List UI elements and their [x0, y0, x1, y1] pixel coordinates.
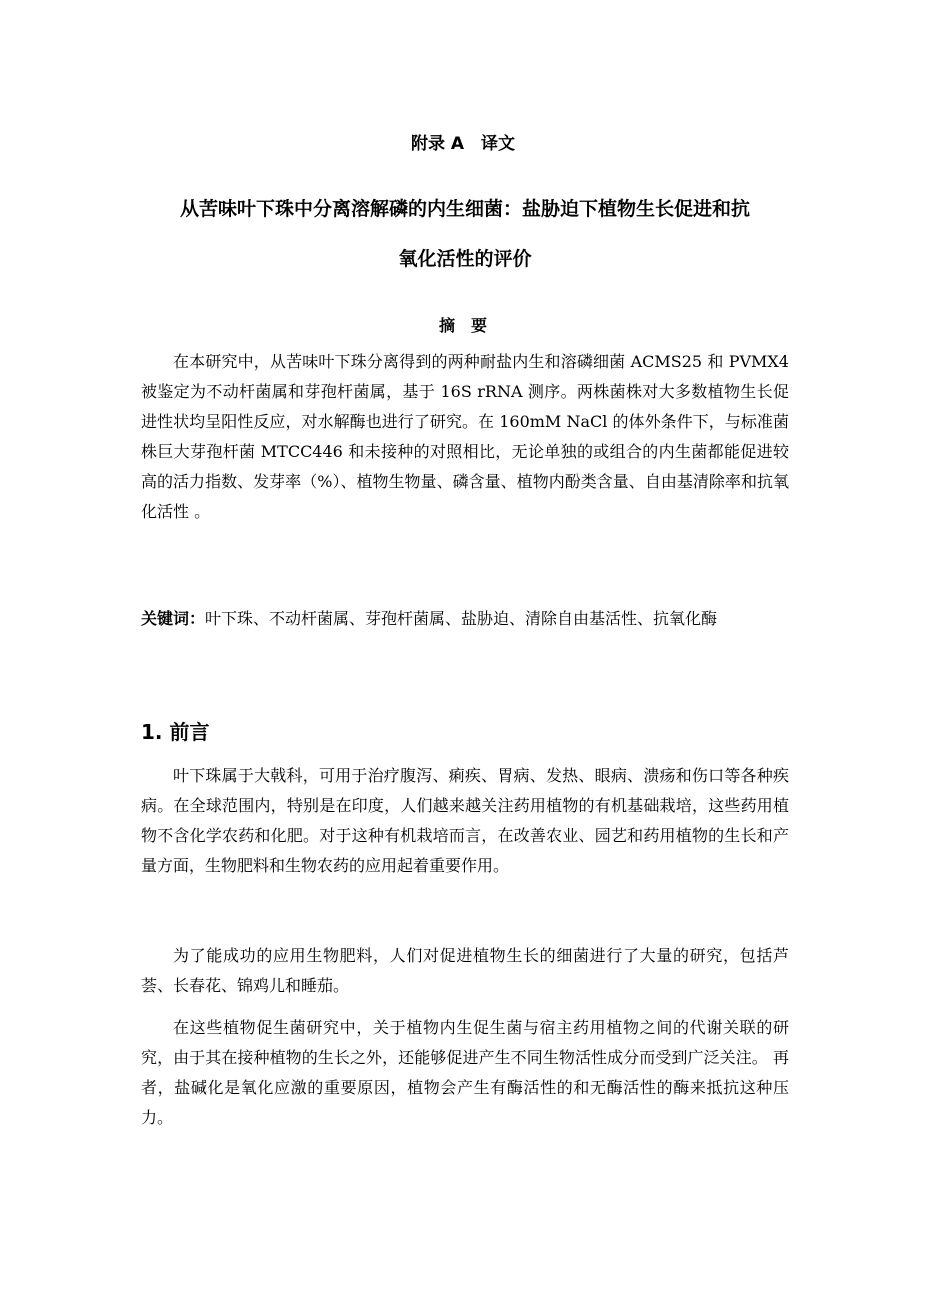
- abstract-text: 在本研究中，从苦味叶下珠分离得到的两种耐盐内生和溶磷细菌 ACMS25 和 PVMX4 被鉴定为不动杆菌属和芽孢杆菌属，基于 16S rRNA 测序。两株菌株对大多数植物生长促进性状均呈阳性反应，对水解酶也进行了研究。在 160mM NaCl 的体外条件下，与标准菌株巨大芽孢杆菌 MTCC446 和未接种的对照相比，无论单独的或组合的内生菌都能促进较高的活力指数、发芽率（%）、植物生物量、磷含量、植物内酚类含量、自由基清除率和抗氧化活性 。: [141, 352, 789, 521]
- section-heading-introduction: 1. 前言: [141, 720, 210, 744]
- keywords: [141, 602, 789, 636]
- keywords-label: 关键词：: [141, 609, 206, 628]
- appendix-title: 附录 A 译文: [410, 134, 516, 154]
- abstract-heading: 摘 要: [438, 316, 487, 335]
- intro-paragraph: 为了能成功的应用生物肥料，人们对促进植物生长的细菌进行了大量的研究，包括芦荟、长春花、锦鸡儿和睡茄。: [141, 946, 789, 995]
- intro-paragraph: 在这些植物促生菌研究中，关于植物内生促生菌与宿主药用植物之间的代谢关联的研究，由于其在接种植物的生长之外，还能够促进产生不同生物活性成分而受到广泛关注。 再者，盐碱化是氧化应激的重要原因，植物会产生有酶活性的和无酶活性的酶来抵抗这种压力。: [141, 1018, 789, 1127]
- keywords-text: 叶下珠、不动杆菌属、芽孢杆菌属、盐胁迫、清除自由基活性、抗氧化酶: [205, 609, 718, 628]
- paper-title-line-1: 从苦味叶下珠中分离溶解磷的内生细菌：盐胁迫下植物生长促进和抗: [179, 198, 750, 220]
- intro-paragraph: 叶下珠属于大戟科，可用于治疗腹泻、痢疾、胃病、发热、眼病、溃疡和伤口等各种疾病。在全球范围内，特别是在印度，人们越来越关注药用植物的有机基础栽培，这些药用植物不含化学农药和化肥。对于这种有机栽培而言，在改善农业、园艺和药用植物的生长和产量方面，生物肥料和生物农药的应用起着重要作用。: [141, 766, 789, 875]
- paper-title: [140, 184, 790, 284]
- paper-title-line-2: 氧化活性的评价: [398, 248, 532, 270]
